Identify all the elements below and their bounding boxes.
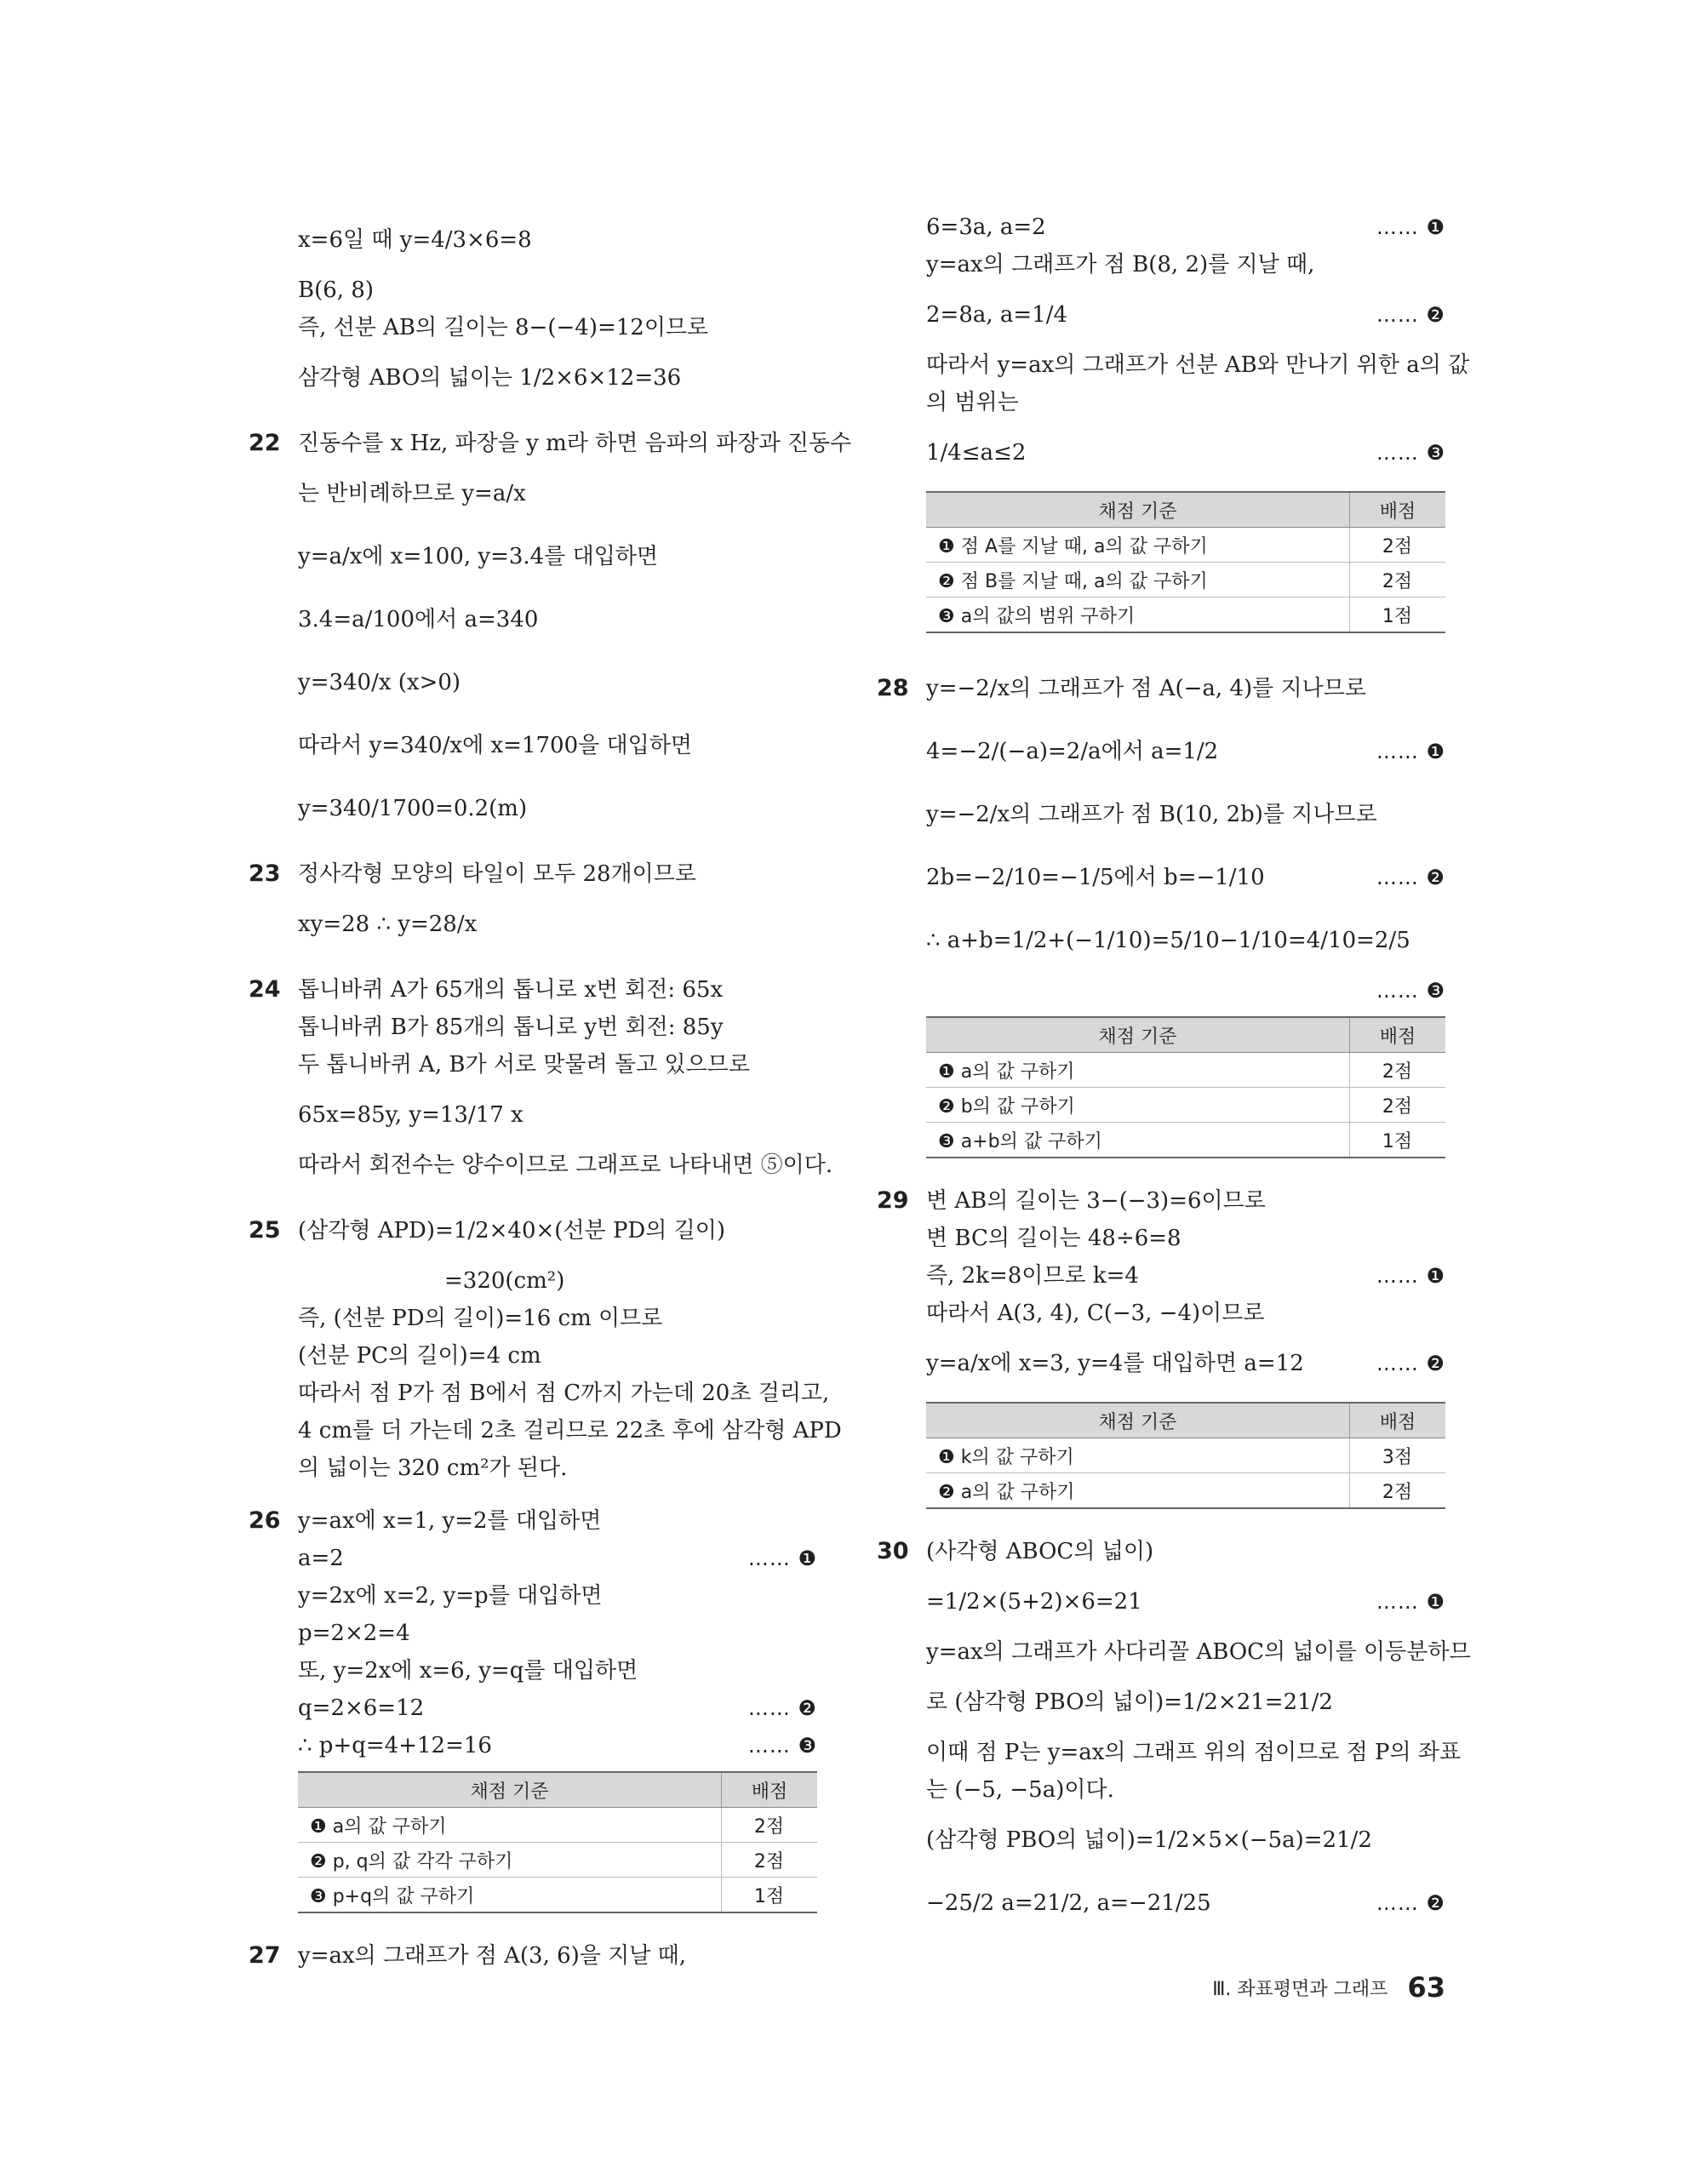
solution-text: (삼각형 APD)=1/2×40×(선분 PD의 길이) bbox=[298, 1218, 726, 1244]
solution-text: 톱니바퀴 B가 85개의 톱니로 y번 회전: 85y bbox=[298, 1015, 724, 1040]
table-row bbox=[926, 597, 1445, 633]
solution-line bbox=[249, 346, 817, 409]
solution-line bbox=[249, 1262, 817, 1300]
solution-text: ∴ p+q=4+12=16 bbox=[298, 1733, 492, 1758]
solution-text: 즉, (선분 PD의 길이)=16 cm 이므로 bbox=[298, 1306, 663, 1331]
problem-number: 22 bbox=[249, 430, 281, 456]
score-cell: 2점 bbox=[1350, 1473, 1446, 1509]
score-cell: 2점 bbox=[722, 1808, 818, 1843]
solution-line bbox=[877, 1295, 1445, 1332]
solution-text: q=2×6=12 bbox=[298, 1695, 425, 1721]
solution-line bbox=[877, 1734, 1462, 1771]
solution-line bbox=[249, 272, 817, 309]
solution-line bbox=[249, 1615, 817, 1652]
problem-number: 23 bbox=[249, 860, 281, 887]
solution-line bbox=[249, 1577, 817, 1615]
table-row bbox=[926, 528, 1445, 563]
solution-line bbox=[877, 720, 1445, 783]
solution-text: 의 넓이는 320 cm²가 된다. bbox=[298, 1455, 568, 1481]
solution-line bbox=[877, 1872, 1445, 1935]
right-column bbox=[877, 209, 1471, 1935]
solution-text: (삼각형 PBO의 넓이)=1/2×5×(−5a)=21/2 bbox=[926, 1827, 1372, 1853]
score-cell: 1점 bbox=[722, 1878, 818, 1913]
step-marker: …… ❷ bbox=[747, 1696, 817, 1720]
solution-text: 의 범위는 bbox=[926, 390, 1019, 415]
table-row bbox=[926, 1438, 1445, 1473]
table-row bbox=[926, 563, 1445, 597]
problem-number: 28 bbox=[877, 675, 909, 701]
score-cell: 2점 bbox=[1350, 528, 1446, 563]
solution-line bbox=[877, 909, 1445, 972]
solution-line bbox=[877, 209, 1445, 246]
table-row bbox=[926, 1053, 1445, 1088]
solution-text: 따라서 y=ax의 그래프가 선분 AB와 만나기 위한 a의 값 bbox=[926, 352, 1470, 378]
solution-line bbox=[877, 972, 1445, 1009]
solution-line bbox=[877, 1332, 1445, 1395]
solution-text: 정사각형 모양의 타일이 모두 28개이므로 bbox=[298, 861, 696, 887]
solution-text: 또, y=2x에 x=6, y=q를 대입하면 bbox=[298, 1658, 638, 1684]
solution-text: 즉, 2k=8이므로 k=4 bbox=[926, 1263, 1139, 1289]
solution-line bbox=[249, 1652, 817, 1689]
solution-text: y=2x에 x=2, y=p를 대입하면 bbox=[298, 1583, 603, 1609]
solution-line bbox=[249, 1300, 817, 1337]
score-cell: 2점 bbox=[722, 1843, 818, 1878]
step-marker: …… ❶ bbox=[1376, 215, 1445, 239]
solution-line bbox=[249, 714, 817, 777]
criteria-cell: ❶ k의 값 구하기 bbox=[926, 1438, 1350, 1473]
solution-text: y=ax의 그래프가 사다리꼴 ABOC의 넓이를 이등분하므 bbox=[926, 1639, 1471, 1665]
step-marker: …… ❶ bbox=[1376, 740, 1445, 763]
solution-line bbox=[249, 1689, 817, 1727]
solution-text: 변 AB의 길이는 3−(−3)=6이므로 bbox=[926, 1188, 1266, 1214]
left-column bbox=[249, 209, 852, 1975]
solution-line bbox=[877, 1220, 1445, 1257]
solution-text: 따라서 회전수는 양수이므로 그래프로 나타내면 ⑤이다. bbox=[298, 1152, 833, 1178]
score-header: 배점 bbox=[1350, 1017, 1446, 1053]
criteria-cell: ❶ 점 A를 지날 때, a의 값 구하기 bbox=[926, 528, 1350, 563]
chapter-title: Ⅲ. 좌표평면과 그래프 bbox=[1212, 1978, 1388, 2000]
score-header: 배점 bbox=[1350, 492, 1446, 528]
step-marker: …… ❷ bbox=[1376, 1891, 1445, 1915]
solution-line bbox=[877, 846, 1445, 909]
solution-text: y=340/x (x>0) bbox=[298, 670, 461, 695]
solution-text: y=ax에 x=1, y=2를 대입하면 bbox=[298, 1508, 602, 1534]
score-cell: 1점 bbox=[1350, 1123, 1446, 1158]
solution-text: =1/2×(5+2)×6=21 bbox=[926, 1589, 1142, 1615]
score-cell: 2점 bbox=[1350, 1088, 1446, 1123]
problem-start-line bbox=[249, 855, 817, 893]
solution-text: 2b=−2/10=−1/5에서 b=−1/10 bbox=[926, 865, 1265, 890]
score-cell: 1점 bbox=[1350, 597, 1446, 633]
criteria-cell: ❷ 점 B를 지날 때, a의 값 구하기 bbox=[926, 563, 1350, 597]
criteria-header: 채점 기준 bbox=[926, 492, 1350, 528]
solution-line bbox=[877, 246, 1445, 283]
solution-line bbox=[249, 309, 817, 346]
solution-text: y=−2/x의 그래프가 점 A(−a, 4)를 지나므로 bbox=[926, 676, 1366, 701]
solution-line bbox=[249, 893, 817, 956]
solution-text: 65x=85y, y=13/17 x bbox=[298, 1102, 523, 1128]
criteria-cell: ❸ p+q의 값 구하기 bbox=[298, 1878, 722, 1913]
solution-line bbox=[249, 525, 817, 588]
score-header: 배점 bbox=[1350, 1403, 1446, 1438]
solution-line bbox=[877, 1633, 1471, 1671]
solution-text: y=−2/x의 그래프가 점 B(10, 2b)를 지나므로 bbox=[926, 802, 1377, 827]
step-marker: …… ❶ bbox=[1376, 1264, 1445, 1288]
solution-text: 따라서 A(3, 4), C(−3, −4)이므로 bbox=[926, 1301, 1265, 1326]
scoring-table bbox=[926, 1016, 1445, 1158]
step-marker: …… ❸ bbox=[1376, 441, 1445, 465]
solution-text: x=6일 때 y=4/3×6=8 bbox=[298, 227, 532, 253]
solution-line bbox=[877, 283, 1445, 346]
solution-line bbox=[877, 1771, 1445, 1809]
solution-text: 따라서 y=340/x에 x=1700을 대입하면 bbox=[298, 733, 692, 758]
table-row bbox=[298, 1878, 817, 1913]
solution-text: y=a/x에 x=100, y=3.4를 대입하면 bbox=[298, 544, 659, 569]
solution-text: ∴ a+b=1/2+(−1/10)=5/10−1/10=4/10=2/5 bbox=[926, 928, 1410, 953]
criteria-cell: ❶ a의 값 구하기 bbox=[298, 1808, 722, 1843]
criteria-cell: ❷ a의 값 구하기 bbox=[926, 1473, 1350, 1509]
step-marker: …… ❷ bbox=[1376, 866, 1445, 889]
solution-line bbox=[249, 209, 817, 272]
solution-line bbox=[877, 1671, 1445, 1734]
solution-line bbox=[249, 777, 817, 840]
problem-start-line bbox=[249, 1502, 817, 1540]
solution-line bbox=[877, 1570, 1445, 1633]
solution-text: 두 톱니바퀴 A, B가 서로 맞물려 돌고 있으므로 bbox=[298, 1052, 750, 1078]
criteria-cell: ❶ a의 값 구하기 bbox=[926, 1053, 1350, 1088]
solution-line bbox=[877, 1809, 1445, 1872]
problem-number: 27 bbox=[249, 1942, 281, 1969]
solution-text: 는 반비례하므로 y=a/x bbox=[298, 481, 526, 506]
solution-line bbox=[249, 1540, 817, 1577]
step-marker: …… ❶ bbox=[1376, 1590, 1445, 1614]
solution-text: 변 BC의 길이는 48÷6=8 bbox=[926, 1226, 1181, 1251]
solution-line bbox=[877, 1257, 1445, 1295]
solution-line bbox=[249, 1337, 817, 1375]
scoring-table bbox=[298, 1771, 817, 1913]
solution-text: y=ax의 그래프가 점 B(8, 2)를 지날 때, bbox=[926, 252, 1315, 277]
scoring-table bbox=[926, 491, 1445, 633]
solution-text: 2=8a, a=1/4 bbox=[926, 302, 1068, 328]
solution-line bbox=[249, 1046, 817, 1083]
solution-line bbox=[249, 462, 817, 525]
solution-text: 4=−2/(−a)=2/a에서 a=1/2 bbox=[926, 739, 1219, 764]
problem-start-line bbox=[249, 1937, 817, 1975]
criteria-header: 채점 기준 bbox=[926, 1017, 1350, 1053]
solution-line bbox=[877, 421, 1445, 484]
problem-start-line bbox=[877, 1182, 1445, 1220]
solution-line bbox=[249, 1412, 842, 1449]
problem-start-line bbox=[249, 425, 852, 462]
page-number: 63 bbox=[1407, 1971, 1445, 2004]
step-marker: …… ❶ bbox=[747, 1547, 817, 1570]
criteria-cell: ❸ a+b의 값 구하기 bbox=[926, 1123, 1350, 1158]
score-cell: 3점 bbox=[1350, 1438, 1446, 1473]
solution-text: (사각형 ABOC의 넓이) bbox=[926, 1539, 1154, 1564]
solution-text: 는 (−5, −5a)이다. bbox=[926, 1777, 1114, 1803]
problem-number: 26 bbox=[249, 1507, 281, 1534]
criteria-header: 채점 기준 bbox=[298, 1772, 722, 1808]
solution-text: xy=28 ∴ y=28/x bbox=[298, 912, 478, 937]
problem-number: 24 bbox=[249, 976, 281, 1003]
table-row bbox=[926, 1473, 1445, 1509]
solution-text: 1/4≤a≤2 bbox=[926, 440, 1027, 466]
solution-text: 따라서 점 P가 점 B에서 점 C까지 가는데 20초 걸리고, bbox=[298, 1381, 830, 1406]
solution-line bbox=[877, 346, 1470, 384]
criteria-cell: ❷ b의 값 구하기 bbox=[926, 1088, 1350, 1123]
solution-text: p=2×2=4 bbox=[298, 1621, 410, 1646]
solution-line bbox=[249, 651, 817, 714]
step-marker: …… ❷ bbox=[1376, 1352, 1445, 1375]
solution-text: a=2 bbox=[298, 1546, 344, 1571]
criteria-cell: ❸ a의 값의 범위 구하기 bbox=[926, 597, 1350, 633]
table-row bbox=[298, 1843, 817, 1878]
criteria-header: 채점 기준 bbox=[926, 1403, 1350, 1438]
solution-text: y=ax의 그래프가 점 A(3, 6)을 지날 때, bbox=[298, 1943, 687, 1969]
solution-text: 4 cm를 더 가는데 2초 걸리므로 22초 후에 삼각형 APD bbox=[298, 1418, 842, 1444]
solution-text: 3.4=a/100에서 a=340 bbox=[298, 607, 539, 632]
solution-line bbox=[249, 1375, 830, 1412]
table-row bbox=[926, 1123, 1445, 1158]
solution-text: y=a/x에 x=3, y=4를 대입하면 a=12 bbox=[926, 1351, 1304, 1376]
step-marker: …… ❸ bbox=[1376, 979, 1445, 1003]
solution-line bbox=[249, 1083, 817, 1146]
solution-text: y=340/1700=0.2(m) bbox=[298, 796, 528, 821]
solution-line bbox=[249, 1727, 817, 1764]
solution-text: 삼각형 ABO의 넓이는 1/2×6×12=36 bbox=[298, 365, 682, 391]
score-cell: 2점 bbox=[1350, 563, 1446, 597]
solution-text: B(6, 8) bbox=[298, 277, 375, 303]
solution-text: (선분 PC의 길이)=4 cm bbox=[298, 1343, 541, 1369]
scoring-table bbox=[926, 1402, 1445, 1509]
problem-start-line bbox=[249, 1199, 817, 1262]
solution-text: −25/2 a=21/2, a=−21/25 bbox=[926, 1890, 1211, 1916]
problem-number: 25 bbox=[249, 1217, 281, 1244]
problem-number: 29 bbox=[877, 1187, 909, 1214]
criteria-cell: ❷ p, q의 값 각각 구하기 bbox=[298, 1843, 722, 1878]
solution-line bbox=[249, 1146, 833, 1184]
table-row bbox=[298, 1808, 817, 1843]
score-header: 배점 bbox=[722, 1772, 818, 1808]
step-marker: …… ❷ bbox=[1376, 303, 1445, 327]
solution-text: 진동수를 x Hz, 파장을 y m라 하면 음파의 파장과 진동수 bbox=[298, 431, 852, 456]
problem-number: 30 bbox=[877, 1538, 909, 1564]
score-cell: 2점 bbox=[1350, 1053, 1446, 1088]
solution-line bbox=[249, 588, 817, 651]
problem-start-line bbox=[877, 1533, 1445, 1570]
solution-line bbox=[249, 1009, 817, 1046]
problem-start-line bbox=[249, 971, 817, 1009]
solution-text: 톱니바퀴 A가 65개의 톱니로 x번 회전: 65x bbox=[298, 977, 724, 1003]
step-marker: …… ❸ bbox=[747, 1734, 817, 1758]
solution-line bbox=[249, 1449, 817, 1487]
solution-text: 이때 점 P는 y=ax의 그래프 위의 점이므로 점 P의 좌표 bbox=[926, 1740, 1462, 1765]
solution-text: 로 (삼각형 PBO의 넓이)=1/2×21=21/2 bbox=[926, 1689, 1333, 1715]
solution-line bbox=[877, 384, 1445, 421]
problem-start-line bbox=[877, 657, 1445, 720]
solution-line bbox=[877, 783, 1445, 846]
solution-text: =320(cm²) bbox=[444, 1268, 565, 1294]
page-footer bbox=[1212, 1971, 1445, 2004]
solution-text: 6=3a, a=2 bbox=[926, 214, 1046, 240]
table-row bbox=[926, 1088, 1445, 1123]
solution-text: 즉, 선분 AB의 길이는 8−(−4)=12이므로 bbox=[298, 315, 709, 340]
